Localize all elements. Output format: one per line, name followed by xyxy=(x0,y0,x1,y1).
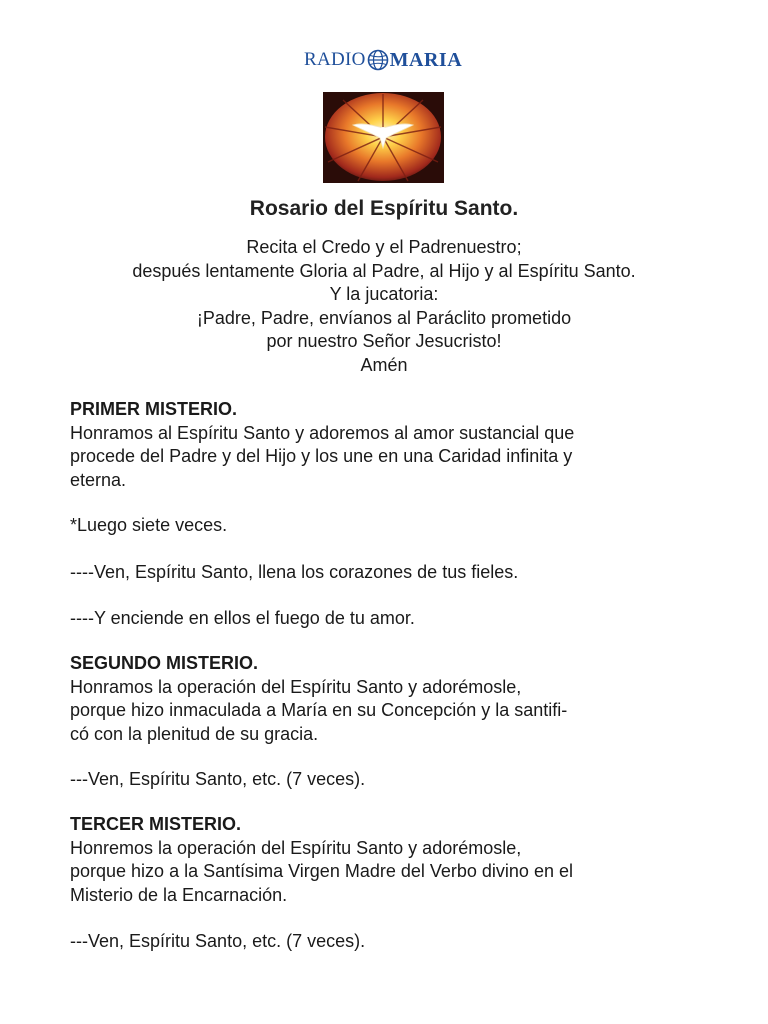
prayer-line: ----Y enciende en ellos el fuego de tu amor. xyxy=(70,608,415,628)
intro-line: por nuestro Señor Jesucristo! xyxy=(266,331,502,351)
intro-line: Recita el Credo y el Padrenuestro; xyxy=(246,237,522,257)
radio-maria-logo xyxy=(304,46,462,74)
prayer-line: ---Ven, Espíritu Santo, etc. (7 veces). xyxy=(70,769,366,789)
intro-line: ¡Padre, Padre, envíanos al Paráclito prometido xyxy=(196,307,572,328)
intro-line: Y la jucatoria: xyxy=(329,284,439,304)
intro-line: Amén xyxy=(360,354,408,375)
holy-spirit-dove-icon xyxy=(323,92,444,183)
misterio-heading: SEGUNDO MISTERIO. xyxy=(70,653,259,673)
misterio-heading: TERCER MISTERIO. xyxy=(70,814,242,834)
misterio-text-line: Honremos la operación del Espíritu Santo y adorémosle, xyxy=(70,837,522,858)
misterio-text-line: porque hizo a la Santísima Virgen Madre del Verbo divino en el xyxy=(70,861,573,881)
logo-text-maria: MARIA xyxy=(389,48,463,71)
repeat-note: *Luego siete veces. xyxy=(70,515,228,535)
intro-line: después lentamente Gloria al Padre, al Hijo y al Espíritu Santo. xyxy=(132,260,636,281)
misterio-2 xyxy=(70,652,710,746)
misterio-text-line: Honramos la operación del Espíritu Santo y adorémosle, xyxy=(70,676,522,697)
misterio-text-line: có con la plenitud de su gracia. xyxy=(70,723,319,744)
misterio-1 xyxy=(70,398,710,492)
prayer-line: ----Ven, Espíritu Santo, llena los corazones de tus fieles. xyxy=(70,562,519,582)
intro-block xyxy=(60,236,708,377)
misterio-text-line: Honramos al Espíritu Santo y adoremos al amor sustancial que xyxy=(70,422,575,443)
misterio-text-line: porque hizo inmaculada a María en su Concepción y la santifi- xyxy=(70,700,568,720)
misterio-heading: PRIMER MISTERIO. xyxy=(70,399,238,419)
prayer-line: ---Ven, Espíritu Santo, etc. (7 veces). xyxy=(70,931,366,951)
globe-icon xyxy=(367,49,389,71)
misterio-text-line: Misterio de la Encarnación. xyxy=(70,884,288,905)
misterio-text-line: eterna. xyxy=(70,469,127,490)
page-title: Rosario del Espíritu Santo. xyxy=(249,197,519,220)
misterio-text-line: procede del Padre y del Hijo y los une en una Caridad infinita y xyxy=(70,446,573,466)
misterio-3 xyxy=(70,813,710,907)
logo-text-radio: RADIO xyxy=(304,49,366,70)
